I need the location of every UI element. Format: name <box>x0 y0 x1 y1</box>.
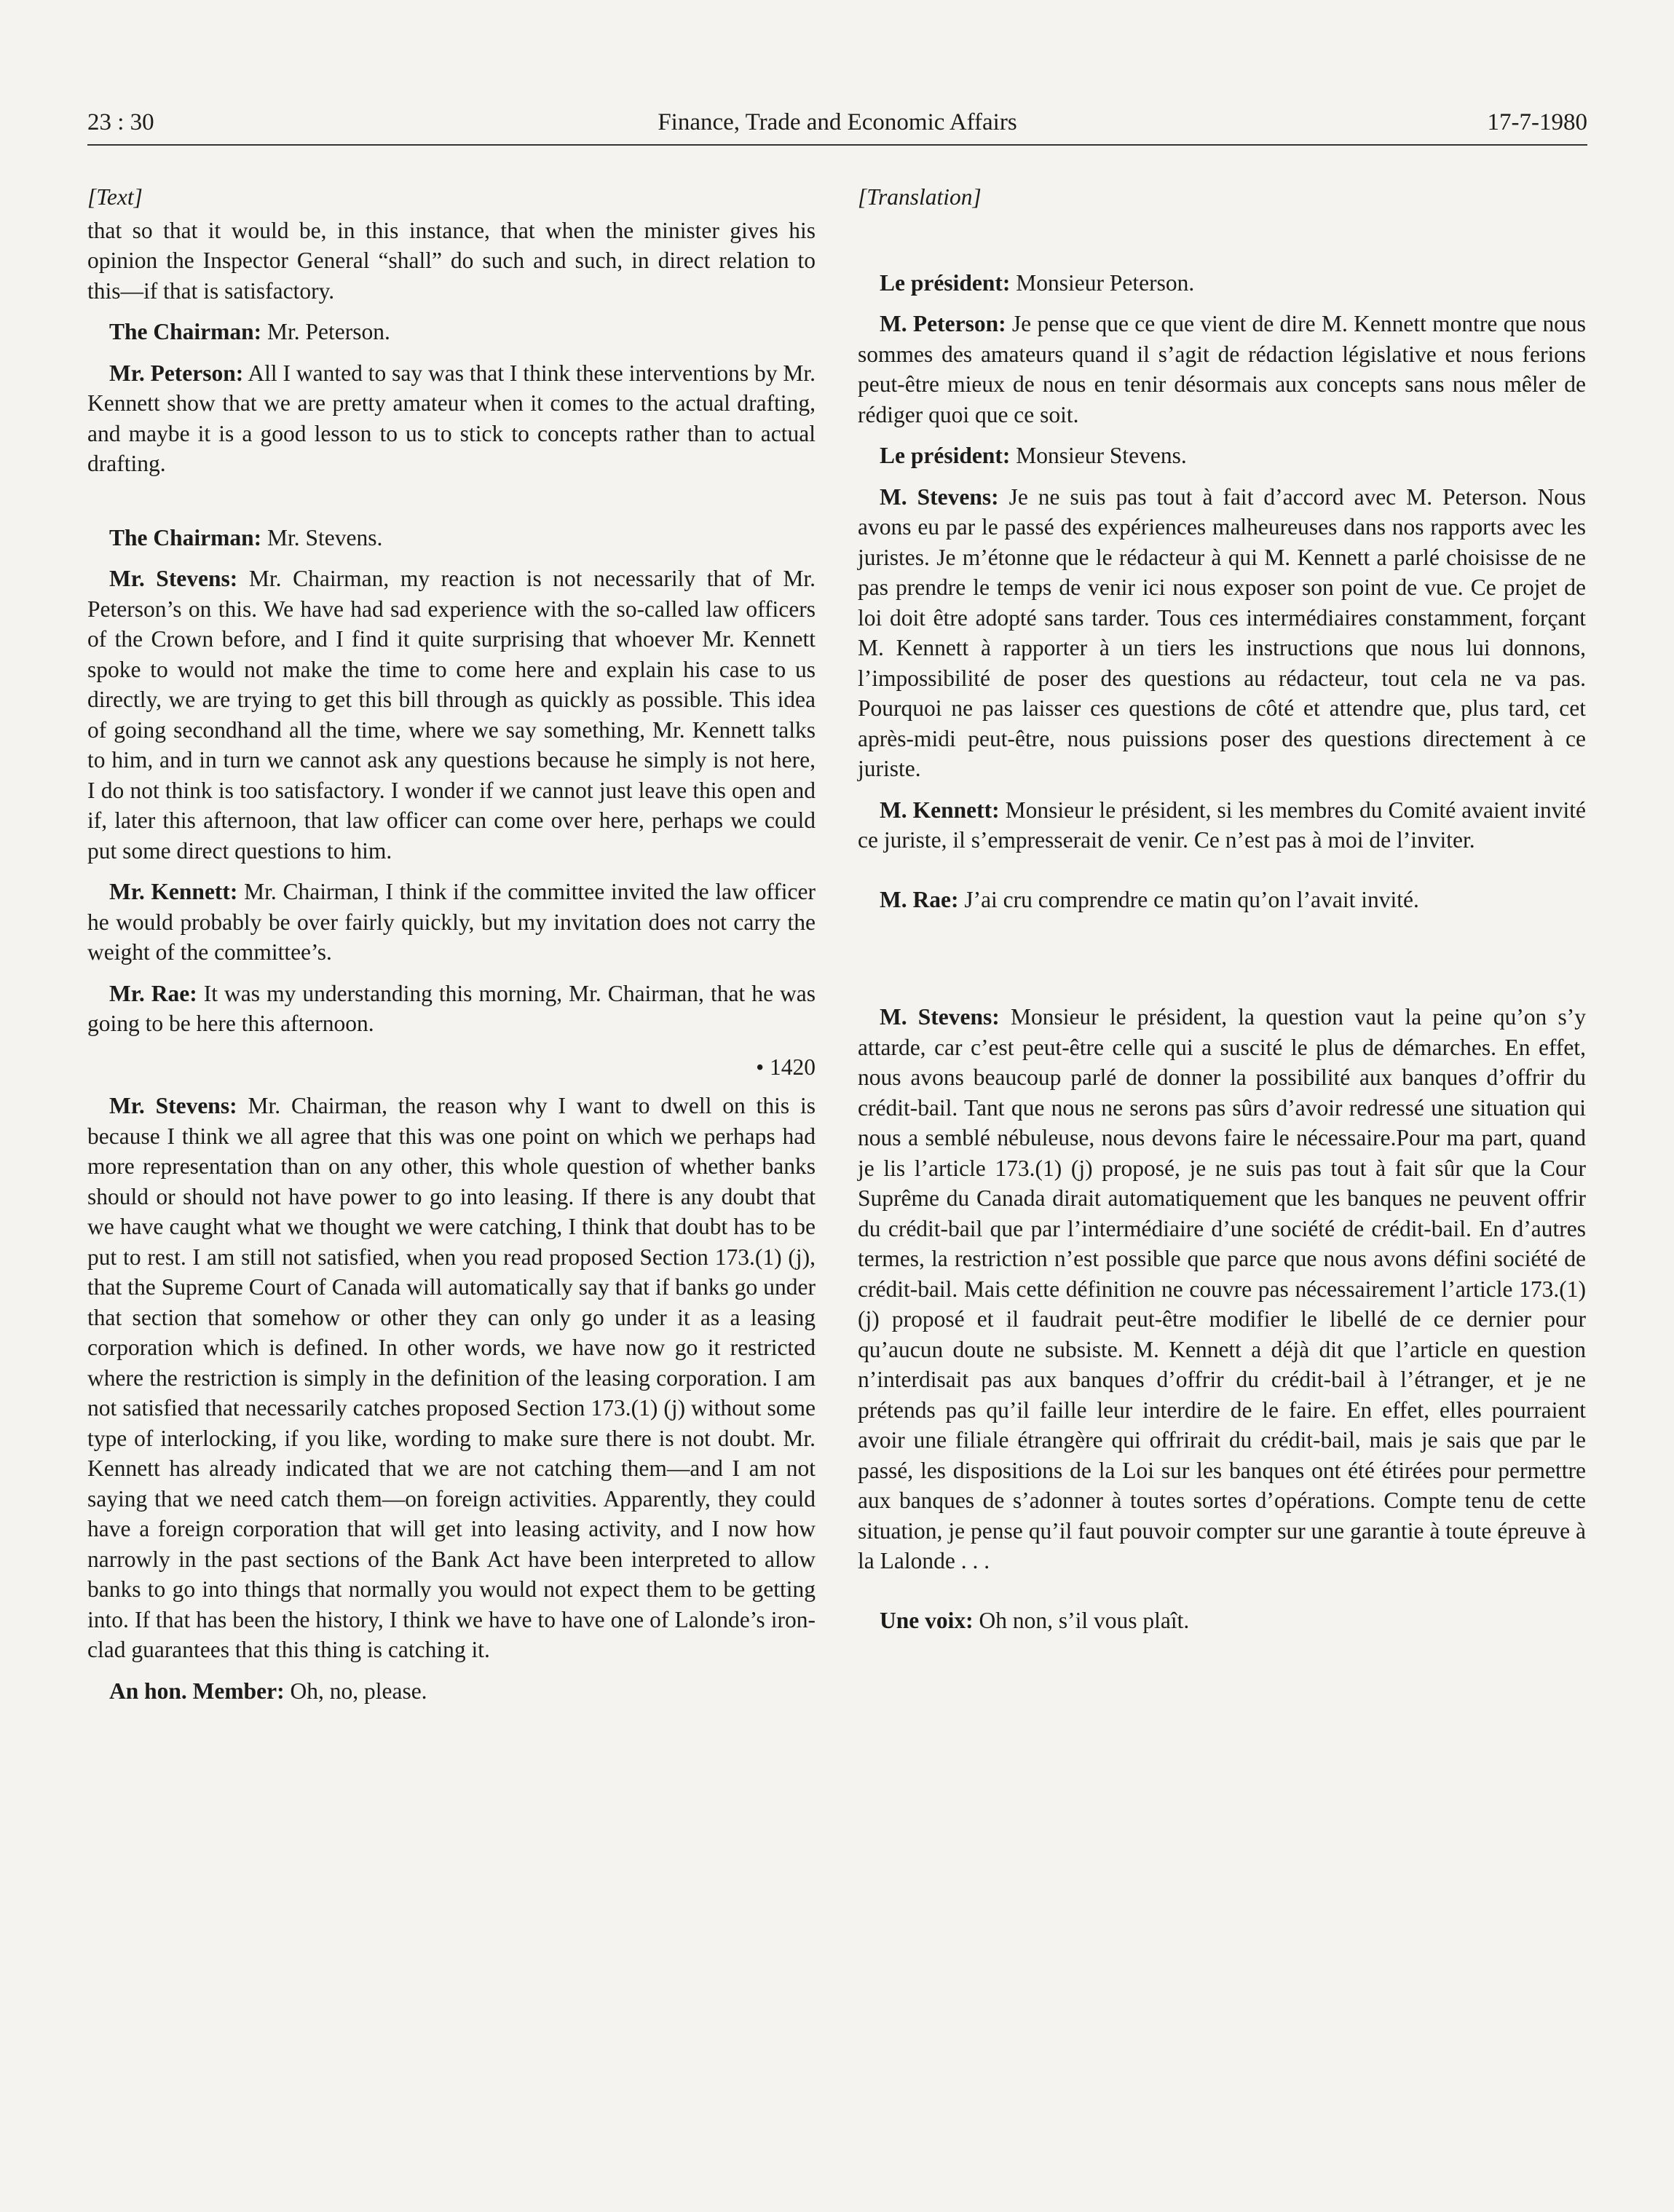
speech-text: Monsieur Peterson. <box>1010 269 1195 296</box>
speaker: M. Peterson: <box>880 311 1006 336</box>
speaker: An hon. Member: <box>109 1678 285 1704</box>
page-header <box>87 109 1587 146</box>
speech-text: Monsieur Stevens. <box>1010 443 1187 468</box>
english-column <box>87 182 816 1717</box>
speech-text: Monsieur le président, si les membres du Comité avaient invité ce juriste, il s’empresserait de venir. Ce n’est pas à moi de l’inviter. <box>858 797 1587 853</box>
speaker: Mr. Kennett: <box>109 879 238 904</box>
speaker: The Chairman: <box>109 319 262 344</box>
speech-text: Je ne suis pas tout à fait d’accord avec M. Peterson. Nous avons eu par le passé des expériences malheureuses dans nos rapports avec les juristes. Je m’étonne que le rédacteur à qui M. Kennett a parlé choisisse de ne pas prendre le temps de venir ici nous exposer son point de vue. Ce projet de loi doit être adopté sans tarder. Tous ces intermédiaires constamment, forçant M. Kennett à rapporter à un tiers les instructions que nous lui donnons, l’impossibilité de poser des questions au rédacteur, tout cela ne va pas. Pourquoi ne pas laisser ces questions de côté et attendre que, plus tard, cet après-midi peut-être, nous puissions poser des questions directement à ce juriste. <box>858 483 1586 781</box>
speech <box>858 268 1586 299</box>
speech <box>858 885 1586 915</box>
speech <box>858 309 1586 430</box>
page-number: 23 : 30 <box>87 109 154 135</box>
speaker: Mr. Stevens: <box>109 1093 237 1118</box>
speaker: Mr. Stevens: <box>109 566 238 591</box>
text-label: [Text] <box>87 184 143 210</box>
speaker: Le président: <box>880 269 1011 296</box>
speech <box>858 1605 1586 1636</box>
speech-text: Oh non, s’il vous plaît. <box>973 1607 1190 1633</box>
speech-text: Mr. Chairman, the reason why I want to dwell on this is because I think we all agree that this was one point on which we perhaps had more representation than on any other, this whole question of whether banks should or should not have power to go into leasing. If there is any doubt that we have caught what we thought we were catching, I think that doubt has to be put to rest. I am still not satisfied, when you read proposed Section 173.(1) (j), that the Supreme Court of Canada will automatically say that if banks go under that section that somehow or other they can only go under it as a leasing corporation which is defined. In other words, we have now go it restricted where the restriction is simply in the definition of the leasing corporation. I am not satisfied that necessarily catches proposed Section 173.(1) (j) without some type of interlocking, if you like, wording to make sure there is not doubt. Mr. Kennett has already indicated that we are not catching them—and I am not saying that we need catch them—on foreign activities. Apparently, they could have a foreign corporation that will get into leasing activity, and I now how narrowly in the past sections of the Bank Act have been interpreted to allow banks to go into things that normally you would not expect them to be getting into. If that has been the history, I think we have to have one of Lalonde’s iron-clad guarantees that this thing is catching it. <box>87 1093 816 1662</box>
speaker: Une voix: <box>880 1607 974 1633</box>
speech <box>87 877 816 968</box>
speech-text: Monsieur le président, la question vaut la peine qu’on s’y attarde, car c’est peut-être celle qui a suscité le plus de démarches. En effet, nous avons beaucoup parlé de donner la possibilité aux banques d’offrir du crédit-bail. Tant que nous ne serons pas sûrs d’avoir redressé une situation qui nous a semblé nébuleuse, nous devons faire le nécessaire.Pour ma part, quand je lis l’article 173.(1) (j) proposé, je ne suis pas tout à fait sûr que la Cour Suprême du Canada dirait automatiquement que les banques ne peuvent offrir du crédit-bail que par l’intermédiaire d’une société de crédit-bail. En d’autres termes, la restriction n’est possible que parce que nous avons défini société de crédit-bail. Mais cette définition ne couvre pas nécessairement l’article 173.(1) (j) proposé et il faudrait peut-être modifier le libellé de ce dernier pour qu’aucun doute ne subsiste. M. Kennett a déjà dit que l’article en question n’interdisait pas aux banques d’offrir du crédit-bail à l’étranger, et je ne prétends pas qu’il faille leur interdire de le faire. En effet, elles pourraient avoir une filiale étrangère qui offrirait du crédit-bail, mais je sais que par le passé, les dispositions de la Loi sur les banques ont été étirées pour permettre aux banques de s’adonner à toutes sortes d’opérations. Compte tenu de cette situation, je pense qu’il faut pouvoir compter sur une garantie à toute épreuve à la Lalonde . . . <box>858 1004 1586 1573</box>
speech <box>87 1091 816 1665</box>
speech <box>87 523 816 553</box>
speech-text: All I wanted to say was that I think these interventions by Mr. Kennett show that we are pretty amateur when it comes to the actual drafting, and maybe it is a good lesson to us to stick to concepts rather than to actual drafting. <box>87 360 816 476</box>
speech-text: Mr. Chairman, my reaction is not necessarily that of Mr. Peterson’s on this. We have had sad experience with the so-called law officers of the Crown before, and I find it quite surprising that whoever Mr. Kennett spoke to would not make the time to come here and explain his case to us directly, we are trying to get this bill through as quickly as possible. This idea of going secondhand all the time, where we say something, Mr. Kennett talks to him, and in turn we cannot ask any questions because he simply is not here, I do not think is too satisfactory. I wonder if we cannot just leave this open and if, later this afternoon, that law officer can come over here, perhaps we could put some direct questions to him. <box>87 566 816 864</box>
spacer <box>858 216 1586 268</box>
speech <box>87 358 816 479</box>
speech <box>858 1002 1586 1576</box>
speaker: Mr. Rae: <box>109 980 197 1006</box>
speech <box>858 482 1586 784</box>
paragraph: that so that it would be, in this instance, that when the minister gives his opinion the Inspector General “shall” do such and such, in direct relation to this—if that is satisfactory. <box>87 217 816 304</box>
speech-text: Mr. Stevens. <box>261 524 383 550</box>
speech <box>87 1676 816 1707</box>
speaker: Le président: <box>880 443 1011 468</box>
speech <box>87 317 816 347</box>
speech-text: It was my understanding this morning, Mr. Chairman, that he was going to be here this afternoon. <box>87 980 816 1036</box>
sitting-date: 17-7-1980 <box>1487 109 1587 135</box>
header-rule <box>87 144 1587 146</box>
time-marker: • 1420 <box>756 1054 816 1080</box>
speaker: Mr. Peterson: <box>109 360 244 386</box>
speech-text: J’ai cru comprendre ce matin qu’on l’avait invité. <box>958 886 1419 912</box>
running-title: Finance, Trade and Economic Affairs <box>658 109 1017 135</box>
speaker: M. Rae: <box>880 886 959 912</box>
speech-text: Mr. Chairman, I think if the committee invited the law officer he would probably be over fairly quickly, but my invitation does not carry the weight of the committee’s. <box>87 879 816 965</box>
speech <box>87 979 816 1039</box>
speech <box>87 564 816 866</box>
french-column <box>858 182 1586 1646</box>
speaker: M. Stevens: <box>880 483 999 510</box>
speech-text: Oh, no, please. <box>284 1678 427 1704</box>
speech-text: Mr. Peterson. <box>261 319 390 344</box>
speech <box>858 795 1586 856</box>
speaker: M. Stevens: <box>880 1004 1000 1030</box>
translation-label: [Translation] <box>858 184 982 210</box>
speaker: The Chairman: <box>109 524 262 550</box>
speech-text: Je pense que ce que vient de dire M. Kennett montre que nous sommes des amateurs quand il s’agit de rédaction législative et nous ferions peut-être mieux de nous en tenir désormais aux concepts sans nous mêler de rédiger quoi que ce soit. <box>858 311 1586 427</box>
speech <box>858 441 1586 471</box>
speaker: M. Kennett: <box>880 797 1000 823</box>
